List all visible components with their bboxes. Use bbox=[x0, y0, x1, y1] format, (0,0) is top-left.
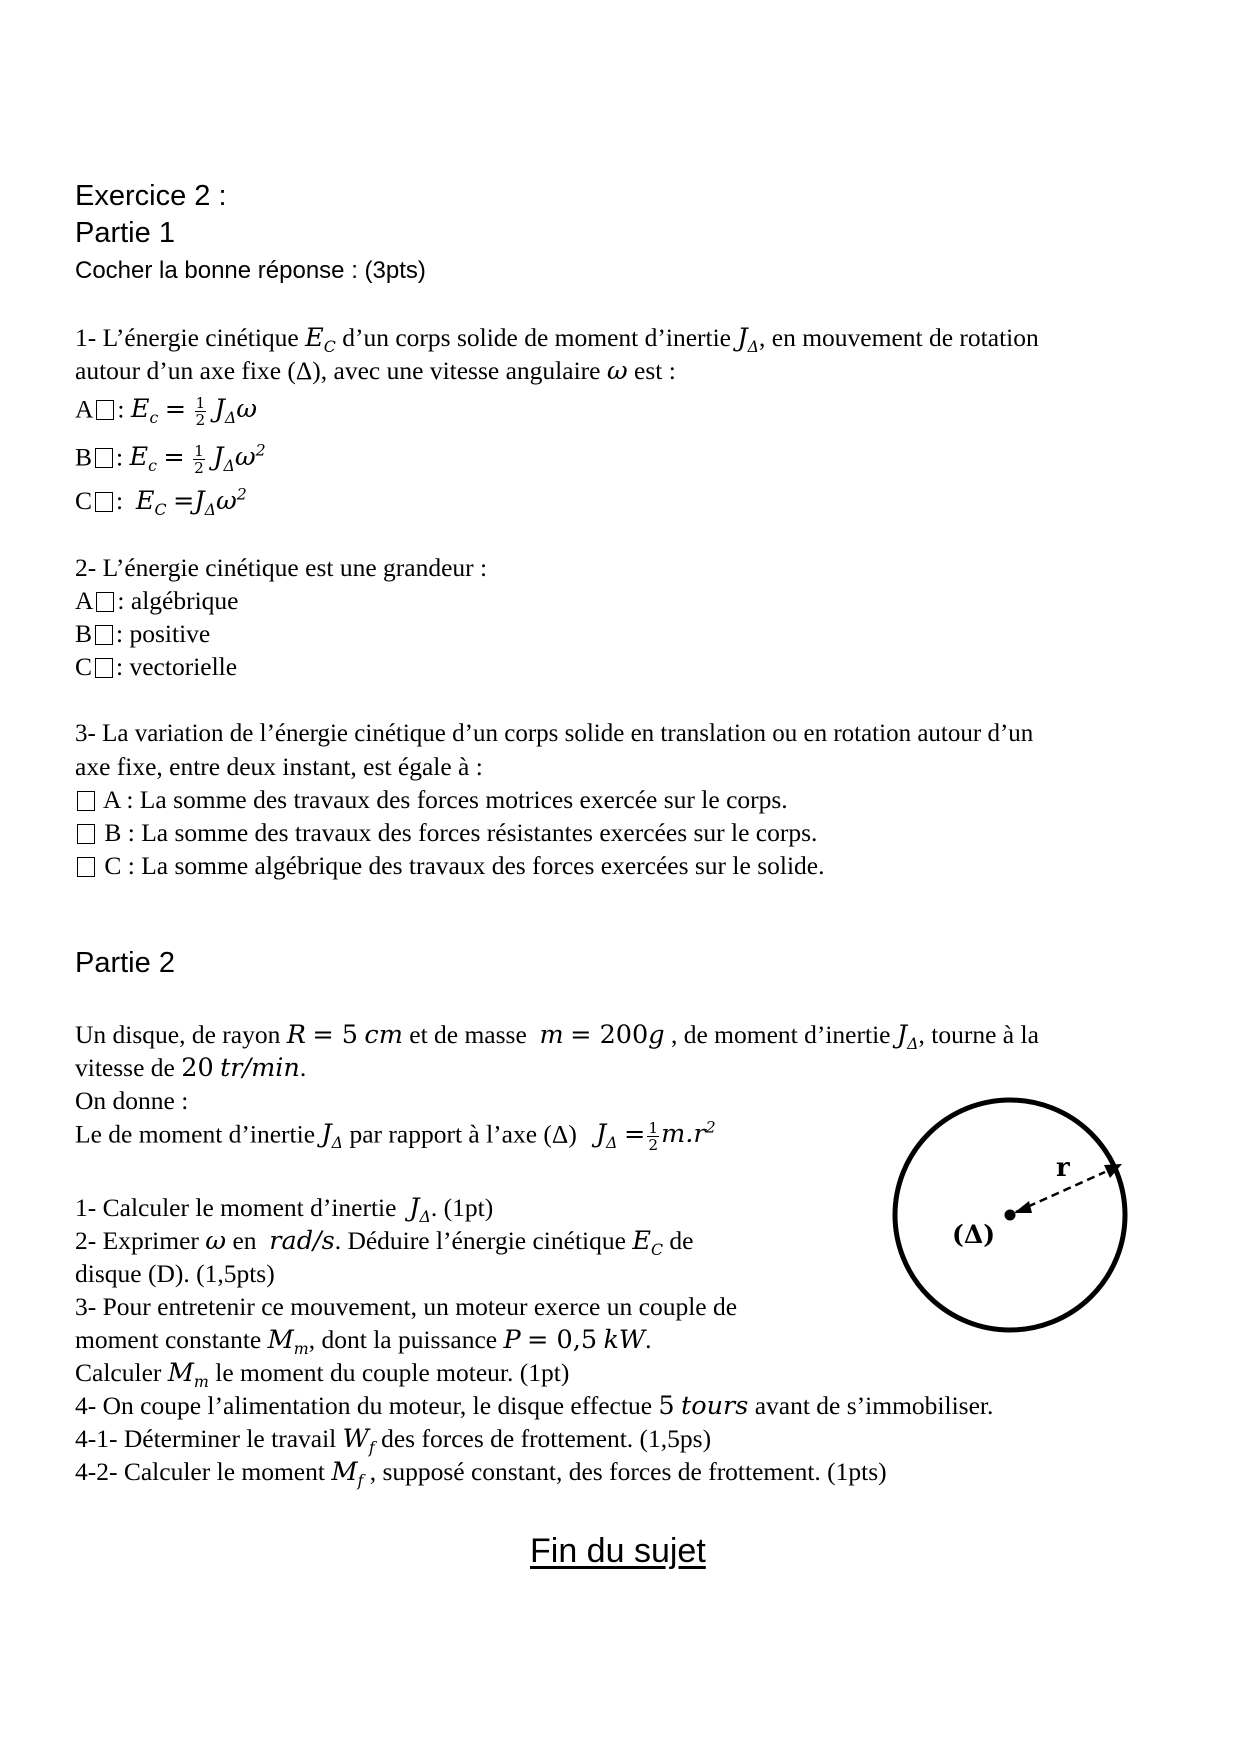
part2-q3-line1: 3- Pour entretenir ce mouvement, un moteur exerce un couple de bbox=[75, 1292, 738, 1321]
part2-title: Partie 2 bbox=[75, 947, 175, 979]
q2-option-b: B : positive bbox=[75, 619, 211, 648]
q2-checkbox-a[interactable] bbox=[96, 592, 114, 612]
q1-option-c: C : $E_C =J_\Delta\omega^2$ bbox=[75, 484, 247, 520]
part2-q4-1: 4-1- Déterminer le travail $W_f$ des forces de frottement. (1,5ps) bbox=[75, 1424, 712, 1458]
q3-checkbox-a[interactable] bbox=[77, 791, 95, 811]
q1-line1: 1- L’énergie cinétique $E_C$ d’un corps solide de moment d’inertie $J_\Delta$, en mouvement de rotation bbox=[75, 323, 1039, 357]
part2-given: On donne : bbox=[75, 1086, 189, 1115]
q3-option-b: B : La somme des travaux des forces résistantes exercées sur le corps. bbox=[75, 820, 817, 846]
part1-title: Partie 1 bbox=[75, 217, 175, 249]
q3-option-c: C : La somme algébrique des travaux des forces exercées sur le solide. bbox=[75, 853, 825, 879]
disc-figure bbox=[880, 1085, 1140, 1345]
q3-checkbox-b[interactable] bbox=[77, 824, 95, 844]
end-of-subject: Fin du sujet bbox=[530, 1532, 706, 1570]
part2-q4: 4- On coupe l’alimentation du moteur, le disque effectue 5 tours avant de s’immobiliser. bbox=[75, 1391, 994, 1421]
q1-option-b: B : $E_c$ = $\frac{1}{2}$ $J_\Delta\omega^2$ bbox=[75, 440, 266, 478]
q1-line2: autour d’un axe fixe (Δ), avec une vitesse angulaire ω est : bbox=[75, 356, 676, 386]
radius-arrow-inner bbox=[1014, 1201, 1032, 1213]
part2-intro-line2: vitesse de 20 tr/min. bbox=[75, 1053, 307, 1083]
q1-checkbox-b[interactable] bbox=[95, 448, 113, 468]
q2-option-a: A : algébrique bbox=[75, 586, 239, 615]
part2-q2-line2: disque (D). (1,5pts) bbox=[75, 1259, 275, 1288]
q2-checkbox-b[interactable] bbox=[95, 625, 113, 645]
part2-q1: 1- Calculer le moment d’inertie $J_\Delta$. (1pt) bbox=[75, 1193, 494, 1227]
disc-center-point bbox=[1005, 1210, 1016, 1221]
q2-question: 2- L’énergie cinétique est une grandeur : bbox=[75, 553, 488, 582]
q2-checkbox-c[interactable] bbox=[95, 658, 113, 678]
part1-instruction: Cocher la bonne réponse : (3pts) bbox=[75, 257, 426, 284]
q2-option-c: C : vectorielle bbox=[75, 652, 238, 681]
part2-q3-line2: moment constante $M_m$, dont la puissance P = 0,5 kW. bbox=[75, 1325, 652, 1359]
part2-q4-2: 4-2- Calculer le moment $M_f$ , supposé constant, des forces de frottement. (1pts) bbox=[75, 1457, 887, 1491]
q3-option-a: A : La somme des travaux des forces motrices exercée sur le corps. bbox=[75, 787, 788, 813]
q3-line1: 3- La variation de l’énergie cinétique d’un corps solide en translation ou en rotation autour d’un bbox=[75, 720, 1034, 747]
q3-line2: axe fixe, entre deux instant, est égale à : bbox=[75, 752, 483, 781]
part2-q2-line1: 2- Exprimer ω en rad/s. Déduire l’énergie cinétique $E_C$ de bbox=[75, 1226, 694, 1260]
part2-inertia-formula: Le de moment d’inertie $J_\Delta$ par rapport à l’axe (Δ) $J_\Delta$ = $\frac{1}{2}$ $m.r^2$ bbox=[75, 1117, 716, 1155]
part2-q3-line3: Calculer $M_m$ le moment du couple moteur. (1pt) bbox=[75, 1358, 570, 1392]
q1-checkbox-a[interactable] bbox=[96, 400, 114, 420]
q1-option-a: A : $E_c$ = $\frac{1}{2}$ $J_\Delta\omega$ bbox=[75, 394, 258, 430]
part2-intro-line1: Un disque, de rayon R = 5 cm et de masse m = 200g , de moment d’inertie $J_\Delta$, tourne à la bbox=[75, 1020, 1039, 1054]
q1-checkbox-c[interactable] bbox=[95, 492, 113, 512]
radius-label: r bbox=[1056, 1153, 1070, 1183]
exercise-title: Exercice 2 : bbox=[75, 180, 227, 212]
q3-checkbox-c[interactable] bbox=[77, 857, 95, 877]
axis-label: (Δ) bbox=[952, 1220, 996, 1249]
